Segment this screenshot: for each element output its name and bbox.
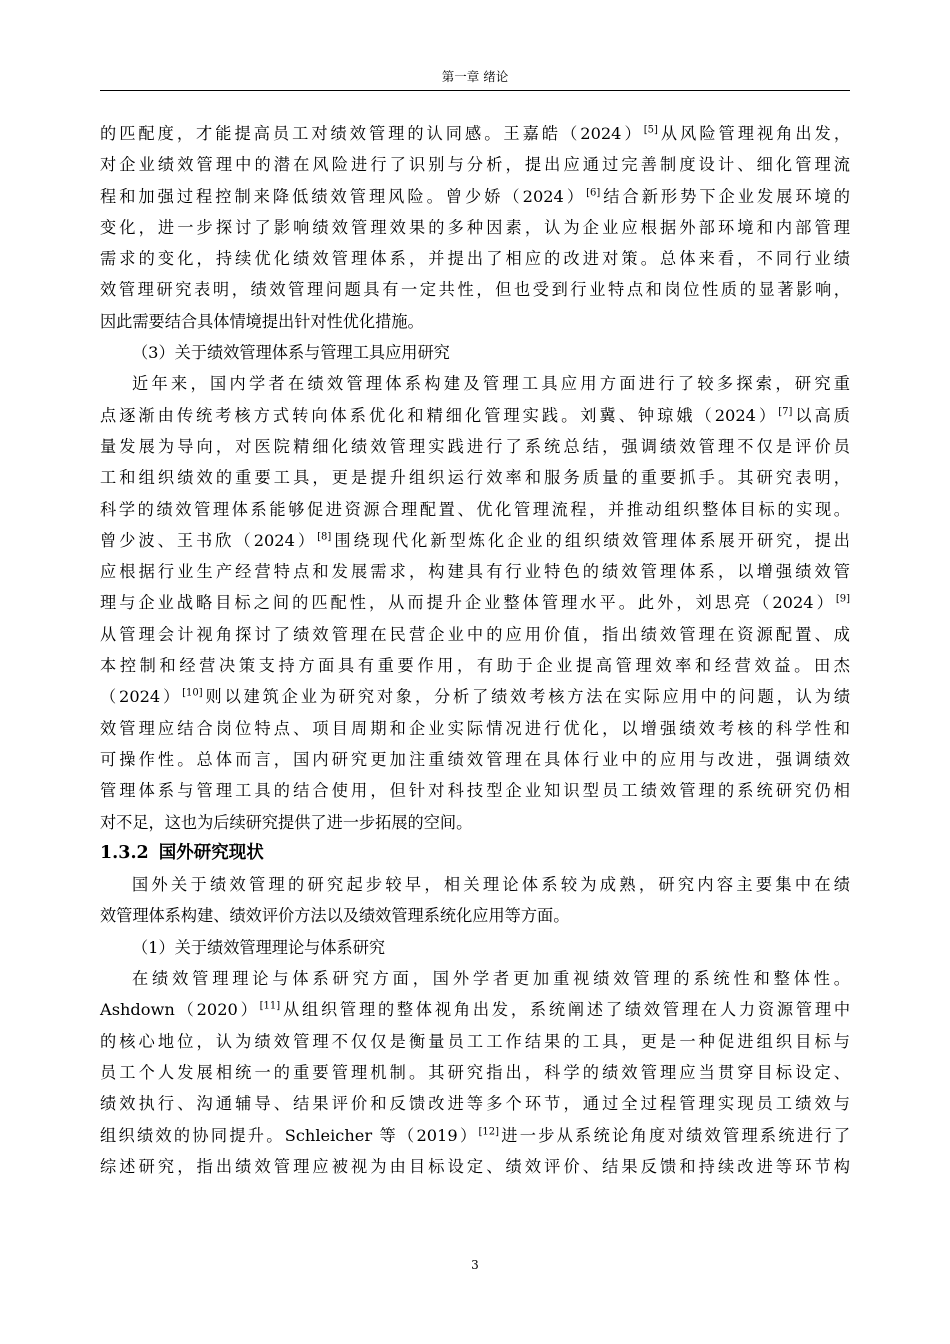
text-line: 程和加强过程控制来降低绩效管理风险。曾少娇（2024）[6]结合新形势下企业发展环境的: [100, 186, 850, 206]
text-line: 曾少波、王书欣（2024）[8]围绕现代化新型炼化企业的组织绩效管理体系展开研究，提出: [100, 530, 850, 550]
text-line: 理与企业战略目标之间的匹配性，从而提升企业整体管理水平。此外，刘思亮（2024）[9]: [100, 593, 850, 613]
text-line: 因此需要结合具体情境提出针对性优化措施。: [100, 311, 424, 331]
header-rule: [100, 90, 850, 91]
text-line: 量发展为导向，对医院精细化绩效管理实践进行了系统总结，强调绩效管理不仅是评价员: [100, 436, 850, 456]
citation-marker: [9]: [835, 594, 850, 606]
paragraph-4: [100, 963, 850, 1182]
text-line: 从管理会计视角探讨了绩效管理在民营企业中的应用价值，指出绩效管理在资源配置、成: [100, 624, 850, 644]
text-line: 可操作性。总体而言，国内研究更加注重绩效管理在具体行业中的应用与改进，强调绩效: [100, 749, 850, 769]
text-line: 国外关于绩效管理的研究起步较早，相关理论体系较为成熟，研究内容主要集中在绩: [132, 875, 850, 895]
citation-marker: [11]: [259, 1000, 281, 1012]
text-line: Ashdown（2020）[11]从组织管理的整体视角出发，系统阐述了绩效管理在人力资源管理中: [100, 1000, 851, 1020]
paragraph-1: [100, 118, 850, 337]
text-line: 应根据行业生产经营特点和发展需求，构建具有行业特色的绩效管理体系，以增强绩效管: [100, 562, 850, 582]
text-line: 对不足，这也为后续研究提供了进一步拓展的空间。: [100, 812, 473, 832]
text-line: 需求的变化，持续优化绩效管理体系，并提出了相应的改进对策。总体来看，不同行业绩: [100, 249, 850, 269]
citation-marker: [7]: [778, 406, 793, 418]
page-number: 3: [471, 1258, 479, 1272]
paragraph-2: [100, 368, 850, 837]
text-line: 科学的绩效管理体系能够促进资源合理配置、优化管理流程，并推动组织整体目标的实现。: [100, 499, 850, 519]
citation-marker: [12]: [478, 1126, 499, 1138]
text-line: 绩效执行、沟通辅导、结果评价和反馈改进等多个环节，通过全过程管理实现员工绩效与: [100, 1094, 850, 1114]
subheading-3: （3）关于绩效管理体系与管理工具应用研究: [132, 343, 450, 363]
paragraph-3: [100, 869, 850, 932]
text-line: 对企业绩效管理中的潜在风险进行了识别与分析，提出应通过完善制度设计、细化管理流: [100, 155, 850, 175]
citation-marker: [8]: [317, 531, 332, 543]
text-line: 效管理体系构建、绩效评价方法以及绩效管理系统化应用等方面。: [100, 906, 570, 926]
text-line: 工和组织绩效的重要工具，更是提升组织运行效率和服务质量的重要抓手。其研究表明，: [100, 468, 850, 488]
citation-marker: [6]: [586, 187, 601, 199]
text-line: 点逐渐由传统考核方式转向体系优化和精细化管理实践。刘冀、钟琼娥（2024）[7]以高质: [100, 405, 850, 425]
text-line: 管理体系与管理工具的结合使用，但针对科技型企业知识型员工绩效管理的系统研究仍相: [100, 781, 850, 801]
text-line: 员工个人发展相统一的重要管理机制。其研究指出，科学的绩效管理应当贯穿目标设定、: [100, 1062, 850, 1082]
text-line: 组织绩效的协同提升。Schleicher 等（2019）[12]进一步从系统论角度对绩效管理系统进行了: [100, 1125, 851, 1145]
text-line: 在绩效管理理论与体系研究方面，国外学者更加重视绩效管理的系统性和整体性。: [132, 969, 850, 989]
section-title: 国外研究现状: [158, 842, 264, 863]
subheading-1: （1）关于绩效管理理论与体系研究: [132, 937, 386, 957]
section-number: 1.3.2: [100, 842, 149, 863]
citation-marker: [5]: [643, 124, 658, 136]
text-line: 的核心地位，认为绩效管理不仅仅是衡量员工工作结果的工具，更是一种促进组织目标与: [100, 1031, 850, 1051]
running-header: 第一章 绪论: [441, 69, 509, 84]
text-line: 效管理应结合岗位特点、项目周期和企业实际情况进行优化，以增强绩效考核的科学性和: [100, 718, 850, 738]
text-line: 的匹配度，才能提高员工对绩效管理的认同感。王嘉皓（2024）[5]从风险管理视角出发，: [100, 124, 851, 143]
text-line: 效管理研究表明，绩效管理问题具有一定共性，但也受到行业特点和岗位性质的显著影响，: [100, 280, 850, 300]
text-line: 变化，进一步探讨了影响绩效管理效果的多种因素，认为企业应根据外部环境和内部管理: [100, 217, 850, 237]
text-line: （2024）[10]则以建筑企业为研究对象，分析了绩效考核方法在实际应用中的问题，认为绩: [100, 687, 851, 707]
text-line: 本控制和经营决策支持方面具有重要作用，有助于企业提高管理效率和经营效益。田杰: [100, 656, 850, 676]
section-heading: [100, 838, 850, 869]
page-body: [100, 118, 850, 1182]
text-line: 近年来，国内学者在绩效管理体系构建及管理工具应用方面进行了较多探索，研究重: [132, 374, 850, 394]
citation-marker: [10]: [182, 687, 203, 699]
text-line: 综述研究，指出绩效管理应被视为由目标设定、绩效评价、结果反馈和持续改进等环节构: [100, 1156, 850, 1176]
